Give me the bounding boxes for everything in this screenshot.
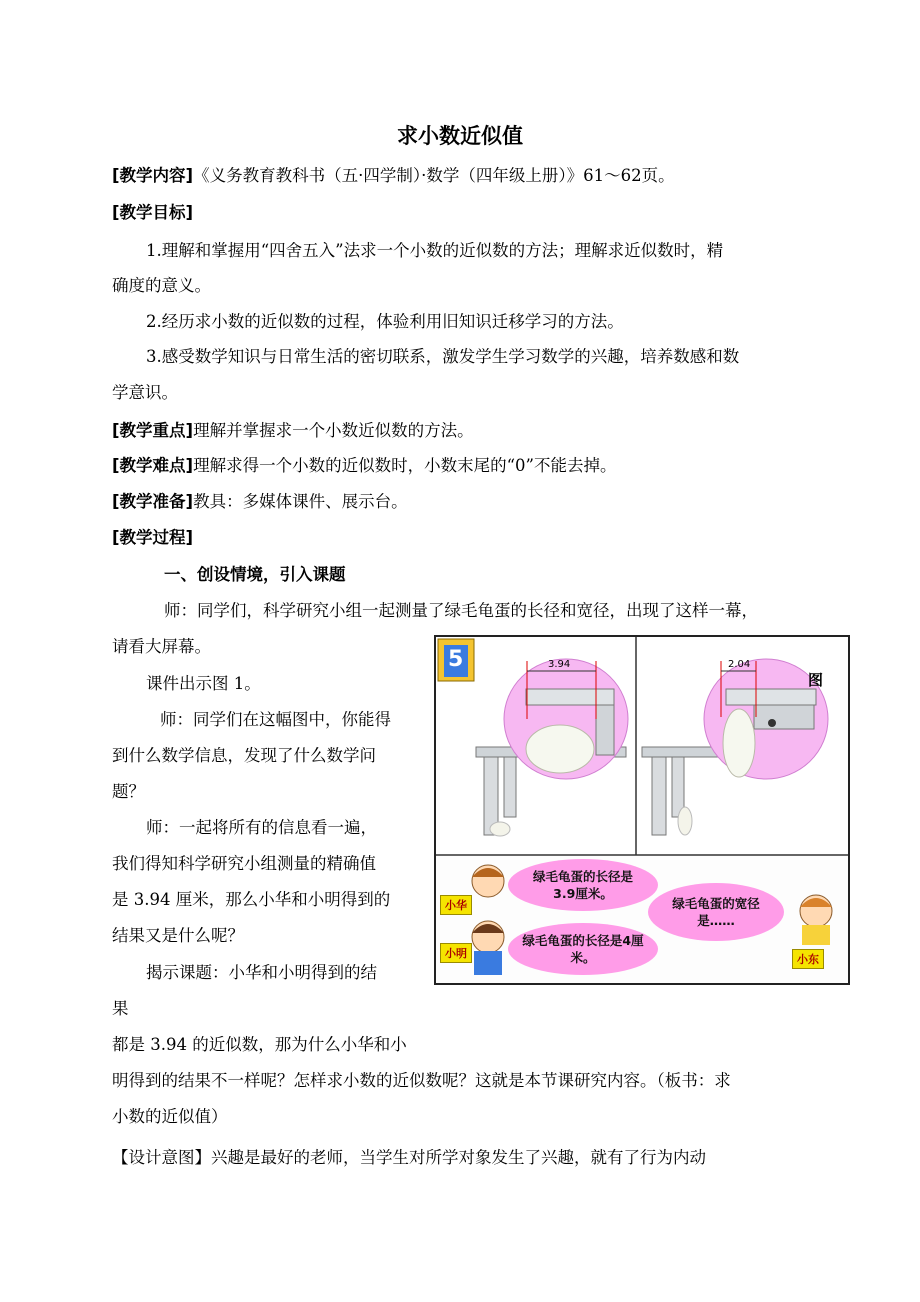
content-line xyxy=(112,165,675,187)
figure-1 xyxy=(434,635,850,985)
key-line xyxy=(112,420,474,442)
para-3-line-1: 师：同学们在这幅图中，你能得 xyxy=(160,710,391,729)
content-label: [教学内容] xyxy=(112,166,194,185)
key-text: 理解并掌握求一个小数近似数的方法。 xyxy=(193,421,474,440)
prep-text: 教具：多媒体课件、展示台。 xyxy=(193,492,408,511)
difficulty-text: 理解求得一个小数的近似数时，小数末尾的“0”不能去掉。 xyxy=(193,456,617,475)
key-label: [教学重点] xyxy=(112,421,194,440)
goal-1-line-2: 确度的意义。 xyxy=(112,276,211,295)
section-heading: 一、创设情境，引入课题 xyxy=(164,565,346,584)
para-5-line-1: 揭示课题：小华和小明得到的结 xyxy=(146,963,377,982)
prep-label: [教学准备] xyxy=(112,492,194,511)
para-4-line-3: 是 3.94 厘米，那么小华和小明得到的 xyxy=(112,890,391,909)
speech-bubble-xiaodong: 绿毛龟蛋的宽径是…… xyxy=(648,883,784,941)
measure-length-value: 3.94 xyxy=(548,659,571,670)
prep-line xyxy=(112,491,408,513)
difficulty-label: [教学难点] xyxy=(112,456,194,475)
goal-3-line-1: 3.感受数学知识与日常生活的密切联系，激发学生学习数学的兴趣，培养数感和数 xyxy=(146,347,740,366)
para-5-line-2: 果 xyxy=(112,999,129,1018)
goal-2: 2.经历求小数的近似数的过程，体验利用旧知识迁移学习的方法。 xyxy=(146,312,624,331)
speech-bubble-xiaohua: 绿毛龟蛋的长径是3.9厘米。 xyxy=(508,859,658,911)
content-text: 《义务教育教科书（五·四学制）·数学（四年级上册）》61～62页。 xyxy=(193,166,675,185)
difficulty-line xyxy=(112,455,616,477)
para-3-line-3: 题？ xyxy=(112,782,145,801)
para-4-line-2: 我们得知科学研究小组测量的精确值 xyxy=(112,854,376,873)
name-tag-xiaohua: 小华 xyxy=(440,895,472,915)
para-4-line-1: 师：一起将所有的信息看一遍， xyxy=(146,818,377,837)
para-3-line-2: 到什么数学信息，发现了什么数学问 xyxy=(112,746,376,765)
goal-3-line-2: 学意识。 xyxy=(112,383,178,402)
para-5-line-3: 都是 3.94 的近似数，那为什么小华和小 xyxy=(112,1035,407,1054)
para-2: 课件出示图 1。 xyxy=(146,674,261,693)
para-1-line-1: 师：同学们，科学研究小组一起测量了绿毛龟蛋的长径和宽径，出现了这样一幕， xyxy=(164,601,758,620)
speech-bubble-xiaoming: 绿毛龟蛋的长径是4厘米。 xyxy=(508,923,658,975)
measure-width-value: 2.04 xyxy=(728,659,751,670)
name-tag-xiaoming: 小明 xyxy=(440,943,472,963)
goal-1-line-1: 1.理解和掌握用“四舍五入”法求一个小数的近似数的方法；理解求近似数时，精 xyxy=(146,241,724,260)
figure-caption: 图 xyxy=(808,671,824,689)
name-tag-xiaodong: 小东 xyxy=(792,949,824,969)
para-5-line-5: 小数的近似值） xyxy=(112,1107,228,1126)
design-intent: 【设计意图】兴趣是最好的老师，当学生对所学对象发生了兴趣，就有了行为内动 xyxy=(112,1148,706,1167)
goals-label: [教学目标] xyxy=(112,203,194,222)
process-label: [教学过程] xyxy=(112,528,194,547)
para-5-line-4: 明得到的结果不一样呢？怎样求小数的近似数呢？这就是本节课研究内容。（板书：求 xyxy=(112,1071,731,1090)
figure-number-badge: 5 xyxy=(448,647,464,672)
para-4-line-4: 结果又是什么呢？ xyxy=(112,926,244,945)
document-title: 求小数近似值 xyxy=(397,124,523,148)
para-1-line-2: 请看大屏幕。 xyxy=(112,637,211,656)
